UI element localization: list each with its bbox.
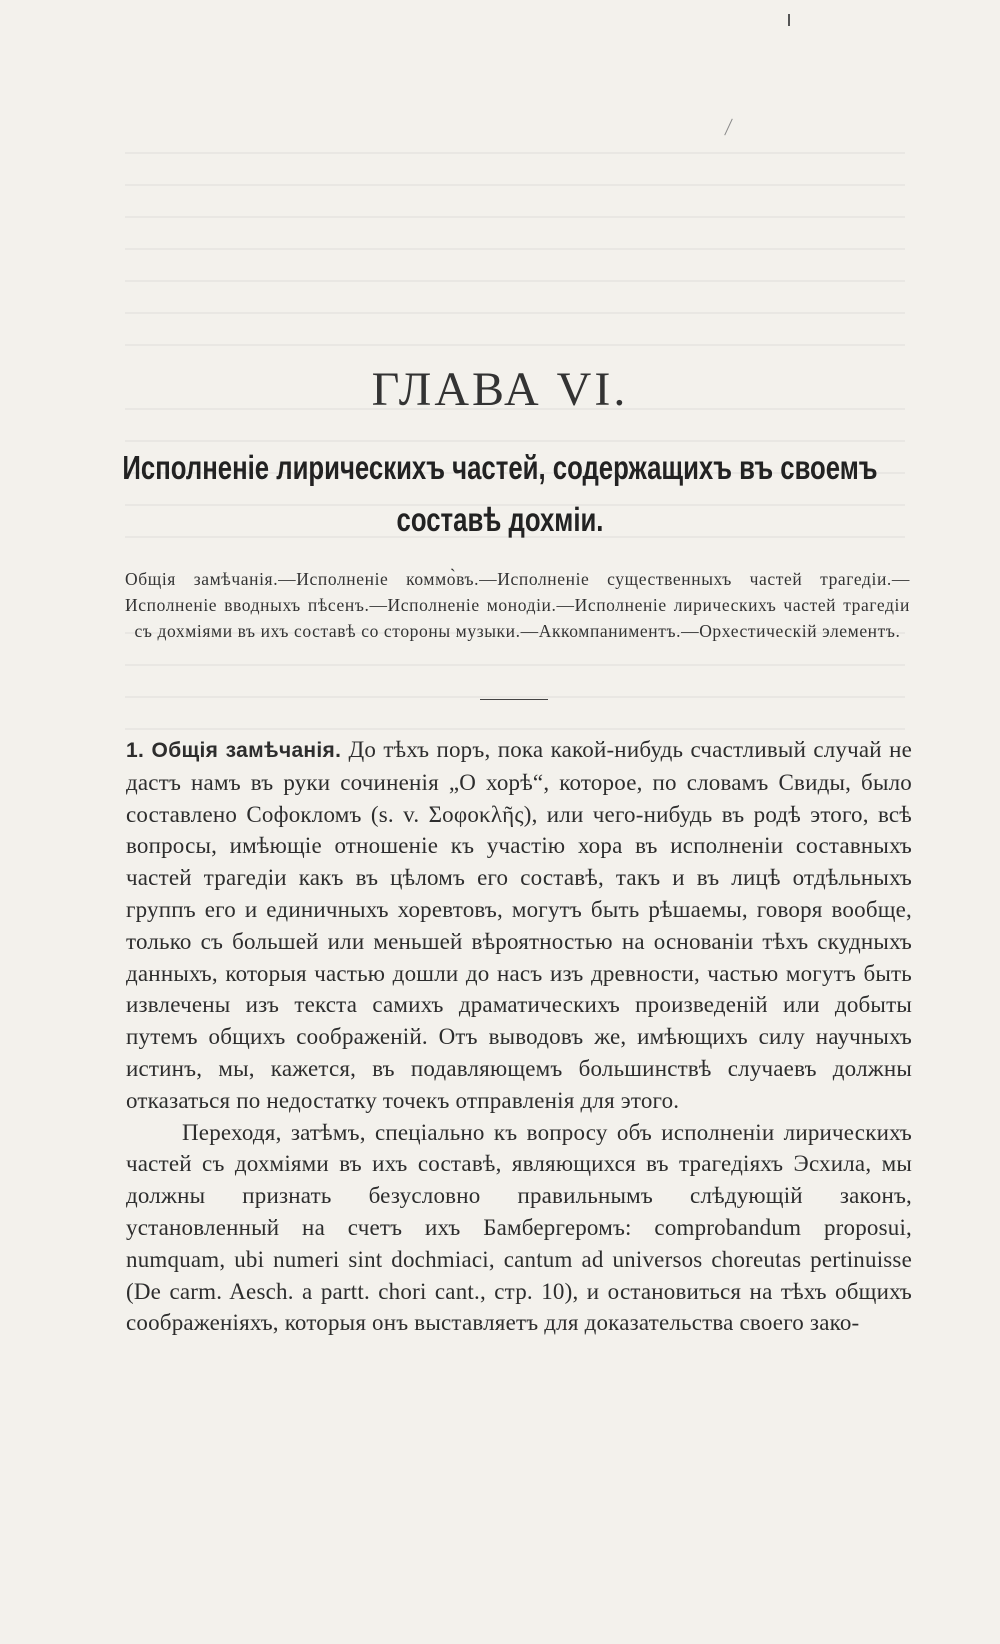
chapter-summary: Общія замѣчанія.—Исполненіе коммо̀въ.—Исполненіе существенныхъ частей трагедіи.—Исполненіе вводныхъ пѣсенъ.—Исполненіе монодіи.—Исполненіе лирическихъ частей трагедіи съ дохміями въ ихъ составѣ со стороны музыки.—Аккомпаниментъ.—Орхестическій элементъ. xyxy=(125,569,910,641)
chapter-heading: ГЛАВА VI. xyxy=(371,363,629,416)
section-divider xyxy=(480,699,548,700)
pencil-mark xyxy=(724,119,733,136)
paragraph-1-text: До тѣхъ поръ, пока какой-нибудь счастливый случай не дастъ намъ въ руки сочиненія „О хорѣ“, которое, по словамъ Свиды, было составлено Софокломъ (s. v. Σοφοκλῆς), или чего-нибудь въ родѣ этого, всѣ вопросы, имѣющіе отношеніе къ участію хора въ исполненіи составныхъ частей трагедіи какъ въ цѣломъ его составѣ, такъ и въ лицѣ отдѣльныхъ группъ его и единичныхъ хоревтовъ, могутъ быть рѣшаемы, говоря вообще, только съ большей или меньшей вѣроятностью на основаніи тѣхъ скудныхъ данныхъ, которыя частью дошли до насъ изъ древности, частью могутъ быть извлечены изъ текста самихъ драматическихъ произведеній или добыты путемъ общихъ соображеній. Отъ выводовъ же, имѣющихъ силу научныхъ истинъ, мы, кажется, въ подавляющемъ большинствѣ случаевъ должны отказаться по недостатку точекъ отправленія для этого. xyxy=(126,737,912,1113)
section-lead: 1. Общія замѣчанія. xyxy=(126,739,342,762)
body-text xyxy=(126,734,912,1339)
paragraph-1 xyxy=(126,734,912,1117)
paragraph-2: Переходя, затѣмъ, спеціально къ вопросу объ исполненіи лирическихъ частей съ дохміями въ ихъ составѣ, являющихся въ трагедіяхъ Эсхила, мы должны признать безусловно правильнымъ слѣдующій законъ, установленный на счетъ ихъ Бамбергеромъ: comprobandum proposui, numquam, ubi numeri sint dochmiaci, cantum ad universos choreutas pertinuisse (De carm. Aesch. a partt. chori cant., стр. 10), и остановиться на тѣхъ общихъ соображеніяхъ, которыя онъ выставляетъ для доказательства своего зако- xyxy=(126,1119,912,1336)
ink-mark xyxy=(788,14,790,26)
chapter-title: Исполненіе лирическихъ частей, содержащихъ въ своемъ составѣ дохміи. xyxy=(122,449,878,538)
